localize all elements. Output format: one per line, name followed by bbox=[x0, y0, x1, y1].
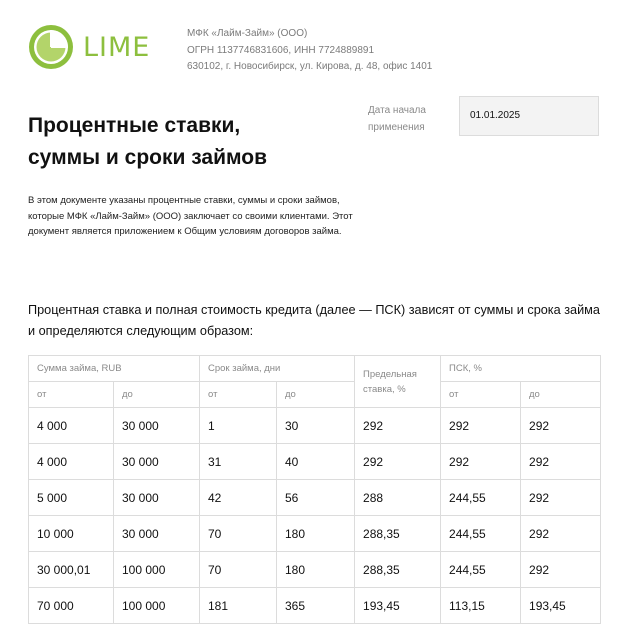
cell-psk-from: 113,15 bbox=[441, 588, 521, 624]
cell-psk-from: 292 bbox=[441, 408, 521, 444]
cell-sum-from: 4 000 bbox=[29, 408, 114, 444]
title-line-2: суммы и сроки займов bbox=[28, 146, 267, 169]
date-value-field: 01.01.2025 bbox=[459, 96, 599, 136]
cell-sum-from: 70 000 bbox=[29, 588, 114, 624]
cell-psk-from: 244,55 bbox=[441, 552, 521, 588]
intro-paragraph: В этом документе указаны процентные ставки, суммы и сроки займов, которые МФК «Лайм-Займ» (ООО) заключает со своими клиентами. Этот документ является приложением к Общим условиям договоров займа. bbox=[28, 195, 353, 237]
cell-limit-rate: 288 bbox=[355, 480, 441, 516]
company-info bbox=[187, 26, 432, 76]
cell-sum-to: 100 000 bbox=[114, 588, 200, 624]
header-psk: ПСК, % bbox=[441, 356, 601, 382]
cell-psk-from: 244,55 bbox=[441, 516, 521, 552]
header-sum-from: от bbox=[29, 382, 114, 408]
cell-limit-rate: 292 bbox=[355, 408, 441, 444]
table-row bbox=[29, 480, 601, 516]
header-psk-to: до bbox=[521, 382, 601, 408]
logo-text: LIME bbox=[83, 31, 151, 63]
cell-term-to: 40 bbox=[277, 444, 355, 480]
header-limit-rate: Предельная ставка, % bbox=[355, 356, 441, 408]
cell-psk-to: 193,45 bbox=[521, 588, 601, 624]
lead-paragraph: Процентная ставка и полная стоимость кредита (далее — ПСК) зависят от суммы и срока займа и определяются следующим образом: bbox=[28, 303, 600, 338]
cell-sum-to: 30 000 bbox=[114, 408, 200, 444]
cell-term-to: 365 bbox=[277, 588, 355, 624]
cell-sum-from: 4 000 bbox=[29, 444, 114, 480]
header-sum-to: до bbox=[114, 382, 200, 408]
company-name: МФК «Лайм-Займ» (ООО) bbox=[187, 28, 308, 39]
cell-psk-to: 292 bbox=[521, 552, 601, 588]
cell-term-from: 1 bbox=[200, 408, 277, 444]
cell-sum-to: 100 000 bbox=[114, 552, 200, 588]
company-address: 630102, г. Новосибирск, ул. Кирова, д. 48, офис 1401 bbox=[187, 61, 433, 72]
rates-table bbox=[28, 355, 601, 624]
cell-sum-from: 10 000 bbox=[29, 516, 114, 552]
cell-term-from: 42 bbox=[200, 480, 277, 516]
lime-logo bbox=[28, 24, 150, 70]
cell-psk-from: 244,55 bbox=[441, 480, 521, 516]
header-term-to: до bbox=[277, 382, 355, 408]
header-term-from: от bbox=[200, 382, 277, 408]
title-line-1: Процентные ставки, bbox=[28, 114, 241, 137]
cell-term-from: 70 bbox=[200, 516, 277, 552]
cell-psk-to: 292 bbox=[521, 408, 601, 444]
table-row bbox=[29, 552, 601, 588]
cell-limit-rate: 193,45 bbox=[355, 588, 441, 624]
table-row bbox=[29, 444, 601, 480]
cell-psk-to: 292 bbox=[521, 480, 601, 516]
table-row bbox=[29, 516, 601, 552]
cell-sum-to: 30 000 bbox=[114, 444, 200, 480]
table-row bbox=[29, 588, 601, 624]
header-sum: Сумма займа, RUB bbox=[29, 356, 200, 382]
cell-term-to: 30 bbox=[277, 408, 355, 444]
lime-slice-icon bbox=[28, 24, 74, 70]
header-psk-from: от bbox=[441, 382, 521, 408]
cell-psk-to: 292 bbox=[521, 516, 601, 552]
cell-sum-to: 30 000 bbox=[114, 480, 200, 516]
cell-psk-from: 292 bbox=[441, 444, 521, 480]
date-label: Дата начала применения bbox=[368, 105, 426, 133]
cell-sum-from: 30 000,01 bbox=[29, 552, 114, 588]
company-ids: ОГРН 1137746831606, ИНН 7724889891 bbox=[187, 44, 375, 56]
cell-term-to: 180 bbox=[277, 552, 355, 588]
cell-sum-to: 30 000 bbox=[114, 516, 200, 552]
cell-limit-rate: 292 bbox=[355, 444, 441, 480]
cell-limit-rate: 288,35 bbox=[355, 552, 441, 588]
cell-term-from: 181 bbox=[200, 588, 277, 624]
cell-term-from: 70 bbox=[200, 552, 277, 588]
table-row bbox=[29, 408, 601, 444]
cell-sum-from: 5 000 bbox=[29, 480, 114, 516]
cell-limit-rate: 288,35 bbox=[355, 516, 441, 552]
cell-term-from: 31 bbox=[200, 444, 277, 480]
cell-term-to: 56 bbox=[277, 480, 355, 516]
cell-psk-to: 292 bbox=[521, 444, 601, 480]
header-term: Срок займа, дни bbox=[200, 356, 355, 382]
cell-term-to: 180 bbox=[277, 516, 355, 552]
page-title bbox=[28, 110, 267, 174]
